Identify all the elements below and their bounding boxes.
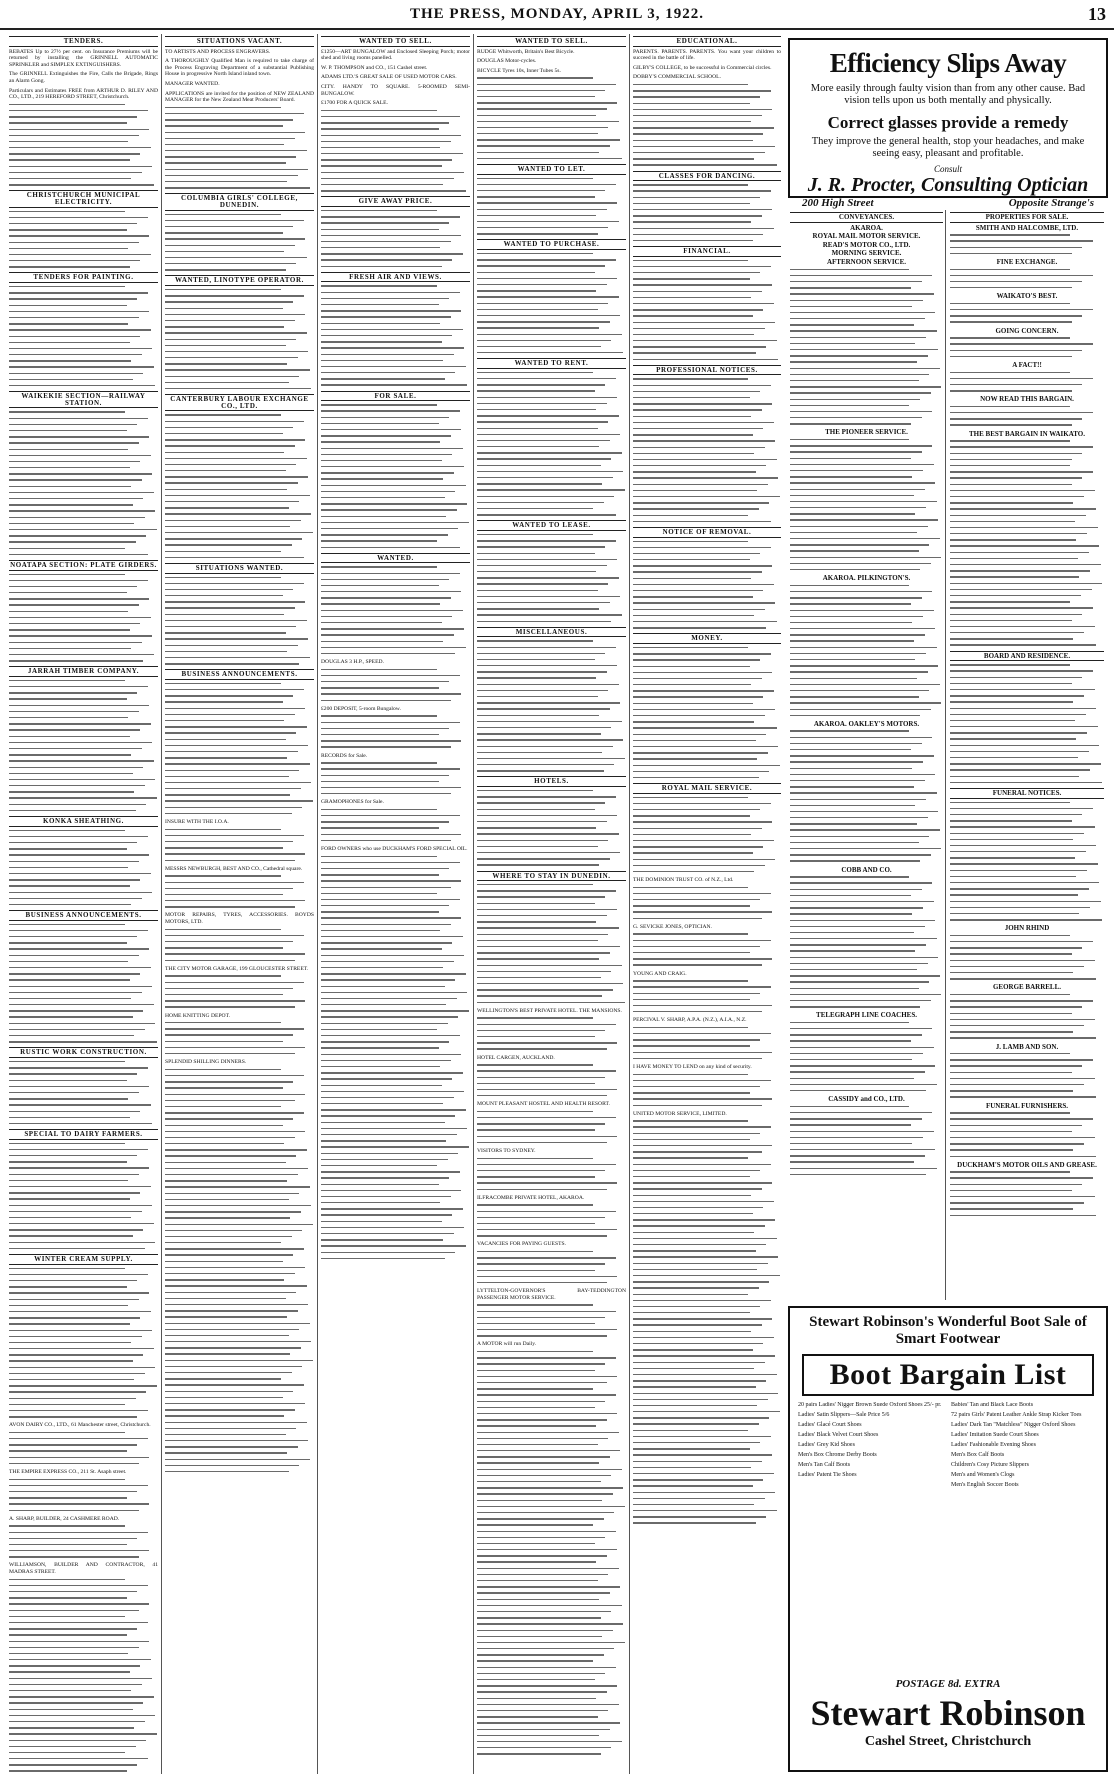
ad-paragraph: £1700 FOR A QUICK SALE.	[321, 100, 388, 107]
section-heading: COLUMBIA GIRLS' COLLEGE, DUNEDIN.	[165, 193, 314, 210]
boot-item: 72 pairs Girls' Patent Leather Ankle Strap Kicker Toes	[951, 1412, 1082, 1418]
text-lines	[9, 1268, 158, 1418]
section-heading: EDUCATIONAL.	[633, 36, 781, 47]
ad-title: WAIKATO'S BEST.	[996, 292, 1058, 301]
text-lines	[477, 1351, 626, 1383]
column-wanted-to-sell	[318, 34, 474, 1774]
text-lines	[790, 585, 943, 716]
text-lines	[9, 286, 158, 386]
section-heading: FOR SALE.	[321, 391, 470, 402]
ad-paragraph: VISITORS TO SYDNEY.	[477, 1148, 536, 1154]
section-heading: NOTICE OF REMOVAL.	[633, 527, 781, 538]
section-heading: WANTED TO LEASE.	[477, 520, 626, 531]
text-lines	[950, 465, 1104, 646]
text-lines	[790, 1022, 943, 1091]
ad-paragraph: RUDGE Whitworth, Britain's Best Bicycle.	[477, 48, 575, 55]
boot-item: Men's Box Calf Boots	[951, 1452, 1005, 1458]
boot-ad-banner: Boot Bargain List	[802, 1354, 1094, 1396]
boot-item: Children's Cosy Picture Slippers	[951, 1462, 1029, 1468]
boot-item: Men's English Soccer Boots	[951, 1482, 1019, 1488]
ad-title: THE BEST BARGAIN IN WAIKATO.	[969, 429, 1085, 438]
ad-paragraph: MOUNT PLEASANT HOSTEL AND HEALTH RESORT.	[477, 1101, 610, 1108]
ad-paragraph: RECORDS for Sale.	[321, 752, 368, 759]
ad-paragraph: £1250—ART BUNGALOW and Enclosed Sleeping Porch; motor shed and living rooms panelled.	[321, 48, 470, 62]
ad-title: TELEGRAPH LINE COACHES.	[816, 1011, 917, 1020]
text-lines	[950, 1171, 1104, 1216]
text-lines	[790, 439, 943, 570]
ad-paragraph: BICYCLE Tyres 10s, Inner Tubes 5s.	[477, 67, 561, 74]
boot-item: Ladies' Glacé Court Shoes	[798, 1422, 862, 1428]
text-lines	[9, 1432, 158, 1464]
text-lines	[477, 1204, 626, 1236]
section-heading: SITUATIONS WANTED.	[165, 563, 314, 574]
ad-title: SMITH AND HALCOMBE, LTD.	[975, 223, 1079, 232]
text-lines	[321, 285, 470, 385]
ad-title: NOW READ THIS BARGAIN.	[980, 395, 1074, 404]
boot-item: Ladies' Dark Tan "Matchless" Nigger Oxford Shoes	[951, 1422, 1076, 1428]
section-heading: CLASSES FOR DANCING.	[633, 171, 781, 182]
ad-paragraph: INSURE WITH THE I.O.A.	[165, 819, 229, 826]
section-heading: WAIKEKIE SECTION—RAILWAY STATION.	[9, 391, 158, 408]
text-lines	[9, 1061, 158, 1124]
ad-text: More easily through faulty vision than from any other cause. Bad vision tells upon us both mentally and physically.	[810, 83, 1086, 106]
text-lines	[165, 829, 314, 861]
masthead	[0, 0, 1114, 30]
ad-title: A FACT!!	[1012, 360, 1042, 369]
ad-title: J. LAMB AND SON.	[995, 1042, 1059, 1051]
section-heading: WANTED.	[321, 553, 470, 564]
ad-paragraph: PARENTS. PARENTS. PARENTS. You want your children to succeed in the battle of life.	[633, 48, 781, 62]
text-lines	[633, 1074, 781, 1106]
boot-item: Men's and Women's Clogs	[951, 1472, 1015, 1478]
text-lines	[950, 935, 1104, 980]
masthead-title: THE PRESS, MONDAY, APRIL 3, 1922.	[409, 5, 705, 22]
right-columns	[788, 210, 1108, 1300]
text-lines	[950, 269, 1104, 289]
ad-paragraph: G. SEVICKE JONES, OPTICIAN.	[633, 923, 712, 930]
section-heading: SITUATIONS VACANT.	[165, 36, 314, 47]
section-heading: WANTED TO PURCHASE.	[477, 239, 626, 250]
text-lines	[633, 797, 781, 873]
text-lines	[165, 683, 314, 814]
section-heading: SPECIAL TO DAIRY FARMERS.	[9, 1129, 158, 1140]
ad-title: AKAROA. PILKINGTON'S.	[822, 574, 911, 583]
column-conveyances	[788, 210, 946, 1300]
boot-ad-list	[798, 1402, 1098, 1674]
text-lines	[477, 178, 626, 235]
ad-paragraph: A THOROUGHLY Qualified Man is required to take charge of the Process Engraving Department of a substantial Publishing House in progressive North Island inland town.	[165, 58, 314, 78]
ad-paragraph: DOBBY'S COMMERCIAL SCHOOL.	[633, 74, 721, 81]
ad-paragraph: MOTOR REPAIRS, TYRES, ACCESSORIES. BOYDS MOTORS, LTD.	[165, 912, 314, 926]
ad-landmark: Opposite Strange's	[1008, 197, 1094, 209]
section-heading: BOARD AND RESIDENCE.	[950, 651, 1104, 662]
text-lines	[950, 406, 1104, 426]
ad-title: GEORGE BARRELL.	[992, 983, 1062, 992]
section-heading: FINANCIAL.	[633, 246, 781, 257]
text-lines	[790, 1106, 943, 1175]
text-lines	[477, 77, 626, 159]
ad-paragraph: LYTTELTON-GOVERNOR'S BAY-TEDDINGTON PASSENGER MOTOR SERVICE.	[477, 1288, 626, 1301]
ad-paragraph: ILFRACOMBE PRIVATE HOTEL, AKAROA.	[477, 1194, 585, 1201]
section-heading: PROFESSIONAL NOTICES.	[633, 365, 781, 376]
text-lines	[321, 566, 470, 654]
text-lines	[165, 414, 314, 558]
text-lines	[790, 269, 943, 425]
boot-ad-address: Cashel Street, Christchurch	[864, 1734, 1032, 1749]
ad-paragraph: I HAVE MONEY TO LEND on any kind of security.	[633, 1063, 752, 1070]
ad-paragraph: WILLIAMSON, BUILDER AND CONTRACTOR, 41 MADRAS STREET.	[9, 1562, 158, 1576]
text-lines	[321, 856, 470, 888]
section-heading: WANTED TO SELL.	[477, 36, 626, 47]
text-lines	[950, 372, 1104, 392]
column-educational	[630, 34, 784, 1774]
text-lines	[321, 809, 470, 841]
boot-list-right	[951, 1402, 1098, 1674]
text-lines	[9, 1143, 158, 1250]
text-lines	[477, 1017, 626, 1049]
ad-title: THE PIONEER SERVICE.	[825, 428, 908, 437]
text-lines	[633, 260, 781, 360]
boot-item: Ladies' Fashionable Evening Shoes	[951, 1442, 1036, 1448]
boot-ad-name: Stewart Robinson	[810, 1693, 1086, 1733]
ad-title: AKAROA. OAKLEY'S MOTORS.	[813, 719, 920, 728]
ad-title: COBB AND CO.	[841, 865, 892, 874]
text-lines	[9, 1579, 158, 1611]
text-lines	[950, 337, 1104, 357]
section-heading: TENDERS FOR PAINTING.	[9, 272, 158, 283]
ad-title: READ'S MOTOR CO., LTD.	[822, 240, 911, 249]
ad-paragraph: FORD OWNERS who use DUCKHAM'S FORD SPECIAL OIL.	[321, 846, 468, 852]
ad-paragraph: GRAMOPHONES for Sale.	[321, 799, 384, 806]
ad-paragraph: CITY. HANDY TO SQUARE. 5-ROOMED SEMI-BUNGALOW.	[321, 83, 470, 97]
ad-title: ROYAL MAIL MOTOR SERVICE.	[812, 232, 921, 241]
text-lines	[633, 1157, 781, 1523]
section-heading: WHERE TO STAY IN DUNEDIN.	[477, 871, 626, 882]
ad-paragraph: £200 DEPOSIT, 5-room Bungalow.	[321, 705, 401, 712]
text-lines	[321, 893, 470, 1259]
text-lines	[950, 234, 1104, 254]
section-heading: WANTED TO SELL.	[321, 36, 470, 47]
boot-item: Ladies' Grey Kid Shoes	[798, 1442, 855, 1448]
text-lines	[633, 980, 781, 1012]
ad-paragraph: MESSRS NEWBURGH, BEST AND CO., Cathedral square.	[165, 865, 303, 872]
text-lines	[321, 762, 470, 794]
ad-paragraph: ADAMS LTD.'S GREAT SALE OF USED MOTOR CARS.	[321, 74, 457, 81]
ad-paragraph: PERCIVAL V. SHARP, A.P.A. (N.Z.), A.I.A., N.Z.	[633, 1017, 747, 1024]
optician-advertisement	[788, 38, 1108, 209]
ad-paragraph: The GRINNELL Extinguishes the Fire, Calls the Brigade, Rings an Alarm Gong.	[9, 71, 158, 84]
page-number: 13	[1088, 4, 1106, 24]
boot-ad-header: Stewart Robinson's Wonderful Boot Sale of Smart Footwear	[809, 1314, 1087, 1347]
ad-optician-name: J. R. Procter, Consulting Optician	[807, 174, 1089, 196]
text-lines	[9, 574, 158, 662]
text-lines	[165, 214, 314, 271]
text-lines	[477, 640, 626, 771]
ad-title: FINE EXCHANGE.	[996, 257, 1058, 266]
column-situations-vacant	[162, 34, 318, 1774]
boot-sale-advertisement	[788, 1306, 1108, 1772]
ad-title: FUNERAL FURNISHERS.	[985, 1101, 1069, 1110]
text-lines	[165, 1022, 314, 1054]
boot-ad-postage: POSTAGE 8d. EXTRA	[895, 1678, 1001, 1690]
text-lines	[633, 184, 781, 241]
text-lines	[477, 1388, 626, 1754]
text-lines	[633, 1120, 781, 1152]
text-lines	[950, 664, 1104, 783]
ad-subheadline: Correct glasses provide a remedy	[827, 113, 1069, 132]
column-tenders	[6, 34, 162, 1774]
section-heading: KONKA SHEATHING.	[9, 816, 158, 827]
text-lines	[321, 210, 470, 267]
ad-paragraph: GILBY'S COLLEGE, to be successful in Commercial circles.	[633, 64, 772, 71]
text-lines	[950, 440, 1104, 460]
text-lines	[321, 110, 470, 192]
ad-text-2: They improve the general health, stop your headaches, and make seeing easy, pleasant and profitable.	[811, 136, 1085, 159]
ad-paragraph: AVON DAIRY CO., LTD., 61 Manchester street, Christchurch.	[9, 1422, 151, 1429]
text-lines	[321, 404, 470, 548]
ad-paragraph: THE EMPIRE EXPRESS CO., 211 St. Asaph street.	[9, 1469, 127, 1476]
text-lines	[633, 1027, 781, 1059]
text-lines	[9, 830, 158, 906]
boot-list-left	[798, 1402, 945, 1674]
text-lines	[477, 253, 626, 353]
ad-address: 200 High Street	[802, 197, 874, 209]
text-lines	[9, 680, 158, 811]
text-lines	[477, 534, 626, 622]
text-lines	[950, 994, 1104, 1039]
text-lines	[165, 107, 314, 189]
text-lines	[477, 790, 626, 866]
section-heading: WINTER CREAM SUPPLY.	[9, 1254, 158, 1265]
ad-paragraph: DOUGLAS Motor-cycles.	[477, 58, 537, 65]
text-lines	[950, 1112, 1104, 1157]
ad-paragraph: YOUNG AND CRAIG.	[633, 970, 687, 977]
section-heading: WANTED TO LET.	[477, 164, 626, 175]
text-lines	[165, 1069, 314, 1101]
section-heading: BUSINESS ANNOUNCEMENTS.	[165, 669, 314, 680]
ad-address-line	[802, 197, 1094, 209]
text-lines	[9, 1525, 158, 1557]
text-lines	[165, 1106, 314, 1472]
ad-paragraph: UNITED MOTOR SERVICE, LIMITED.	[633, 1110, 727, 1117]
section-heading: RUSTIC WORK CONSTRUCTION.	[9, 1047, 158, 1058]
text-lines	[165, 289, 314, 389]
section-heading: MISCELLANEOUS.	[477, 627, 626, 638]
ad-title: JOHN RHIND	[1004, 924, 1050, 933]
ad-paragraph: HOME KNITTING DEPOT.	[165, 1012, 230, 1019]
boot-item: Babies' Tan and Black Lace Boots	[951, 1402, 1034, 1408]
section-heading: FUNERAL NOTICES.	[950, 788, 1104, 799]
section-heading: MONEY.	[633, 633, 781, 644]
section-heading: NOATAPA SECTION: PLATE GIRDERS.	[10, 560, 157, 569]
text-lines	[790, 730, 943, 861]
boot-item: Men's Tan Calf Boots	[798, 1462, 851, 1468]
ad-consult: Consult	[933, 164, 962, 174]
ad-paragraph: THE CITY MOTOR GARAGE, 199 GLOUCESTER STREET.	[165, 965, 309, 972]
ad-title: MORNING SERVICE.	[831, 249, 902, 258]
text-lines	[477, 372, 626, 516]
ad-title: AFTERNOON SERVICE.	[826, 257, 907, 266]
text-lines	[9, 411, 158, 555]
text-lines	[9, 211, 158, 268]
section-heading: TENDERS.	[9, 36, 158, 47]
text-lines	[633, 647, 781, 778]
text-lines	[950, 1053, 1104, 1098]
text-lines	[9, 1616, 158, 1774]
section-heading: WANTED TO RENT.	[477, 358, 626, 369]
text-lines	[165, 577, 314, 665]
ad-paragraph: VACANCIES FOR PAYING GUESTS.	[477, 1241, 567, 1248]
section-heading: ROYAL MAIL SERVICE.	[633, 783, 781, 794]
ad-paragraph: MANAGER WANTED.	[165, 80, 220, 87]
section-heading: BUSINESS ANNOUNCEMENTS.	[9, 910, 158, 921]
ad-paragraph: A. SHARP, BUILDER, 24 CASHMERE ROAD.	[9, 1515, 120, 1522]
text-lines	[9, 924, 158, 1043]
section-heading: JARRAH TIMBER COMPANY.	[9, 666, 158, 677]
boot-item: Men's Box Chrome Derby Boots	[798, 1452, 877, 1458]
text-lines	[477, 884, 626, 1003]
text-lines	[633, 541, 781, 629]
text-lines	[165, 875, 314, 907]
ad-title: AKAROA.	[850, 223, 883, 232]
text-lines	[321, 715, 470, 747]
column-properties	[948, 210, 1106, 1300]
text-lines	[633, 933, 781, 965]
text-lines	[633, 378, 781, 522]
boot-item: Ladies' Patent Tie Shoes	[798, 1472, 857, 1478]
text-lines	[477, 1304, 626, 1336]
ad-title: CASSIDY and CO., LTD.	[828, 1095, 905, 1104]
ad-paragraph: W. P. THOMPSON and CO., 151 Cashel street.	[321, 64, 428, 71]
boot-item: Ladies' Black Velvet Court Shoes	[798, 1432, 879, 1438]
ad-paragraph: Particulars and Estimates FREE from ARTHUR D. RILEY AND CO., LTD., 219 HEREFORD STREET, Christchurch.	[9, 87, 158, 101]
section-heading: CONVEYANCES.	[790, 212, 943, 223]
boot-item: Ladies' Satin Slippers—Sale Price 5/6	[798, 1412, 890, 1418]
boot-item: 20 pairs Ladies' Nigger Brown Suede Oxford Shoes 25/- pr.	[798, 1402, 942, 1408]
text-lines	[633, 887, 781, 919]
text-lines	[321, 669, 470, 701]
text-lines	[633, 84, 781, 166]
ad-paragraph: WELLINGTON'S BEST PRIVATE HOTEL. THE MANSIONS.	[477, 1007, 622, 1014]
ad-headline: Efficiency Slips Away	[829, 48, 1067, 78]
text-lines	[950, 303, 1104, 323]
ad-paragraph: TO ARTISTS AND PROCESS ENGRAVERS.	[165, 48, 271, 55]
ad-paragraph: APPLICATIONS are invited for the position of NEW ZEALAND MANAGER for the New Zealand Meat Producers' Board.	[165, 90, 314, 104]
text-lines	[950, 802, 1104, 921]
text-lines	[165, 975, 314, 1007]
text-lines	[477, 1251, 626, 1283]
text-lines	[9, 104, 158, 186]
ad-title: GOING CONCERN.	[995, 326, 1059, 335]
text-lines	[477, 1158, 626, 1190]
text-lines	[790, 876, 943, 1007]
section-heading: HOTELS.	[477, 776, 626, 787]
text-lines	[165, 929, 314, 961]
ad-paragraph: HOTEL CARGEN, AUCKLAND.	[477, 1054, 555, 1061]
text-lines	[9, 1479, 158, 1511]
boot-item: Ladies' Imitation Suede Court Shoes	[951, 1432, 1039, 1438]
ad-title: DUCKHAM'S MOTOR OILS AND GREASE.	[957, 1160, 1097, 1169]
section-heading: CHRISTCHURCH MUNICIPAL ELECTRICITY.	[9, 190, 158, 207]
ad-paragraph: DOUGLAS 3 H.P., SPEED.	[321, 659, 384, 666]
ad-paragraph: REBATES Up to 27½ per cent. on Insurance Premiums will be returned by installing the GRINNELL AUTOMATIC SPRINKLER and SIMPLEX EXTINGUISHERS.	[9, 48, 158, 68]
ad-paragraph: A MOTOR will run Daily.	[477, 1341, 537, 1348]
section-heading: GIVE AWAY PRICE.	[321, 196, 470, 207]
section-heading: PROPERTIES FOR SALE.	[950, 212, 1104, 223]
text-lines	[477, 1064, 626, 1096]
section-heading: CANTERBURY LABOUR EXCHANGE CO., LTD.	[165, 394, 314, 411]
section-heading: WANTED, LINOTYPE OPERATOR.	[165, 275, 314, 286]
text-lines	[477, 1111, 626, 1143]
ad-paragraph: SPLENDID SHILLING DINNERS.	[165, 1059, 247, 1066]
column-wanted-to-sell-2	[474, 34, 630, 1774]
ad-paragraph: THE DOMINION TRUST CO. of N.Z., Ltd.	[633, 877, 734, 884]
section-heading: FRESH AIR AND VIEWS.	[321, 272, 470, 283]
